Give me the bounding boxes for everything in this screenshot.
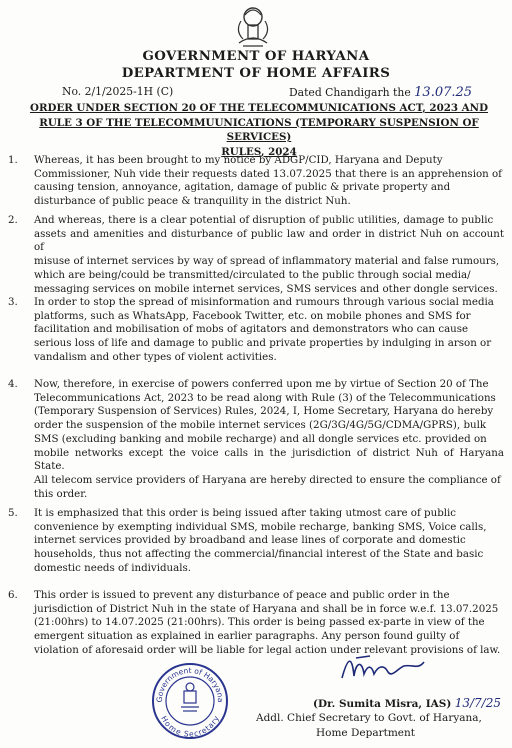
- para-line: this order.: [34, 487, 88, 500]
- para-line: SMS (excluding banking and mobile recharge) and all dongle services etc. provided on: [34, 432, 487, 445]
- title-line-1: ORDER UNDER SECTION 20 OF THE TELECOMMUNICATIONS ACT, 2023 AND: [29, 102, 488, 114]
- paragraph-3: [4, 296, 504, 365]
- para-line: It is emphasized that this order is being issued after taking utmost care of public: [34, 507, 457, 519]
- dated-handwritten: 13.07.25: [414, 85, 473, 100]
- government-heading: GOVERNMENT OF HARYANA: [142, 49, 370, 64]
- department-heading: DEPARTMENT OF HOME AFFAIRS: [121, 66, 391, 81]
- para-line: Commissioner, Nuh vide their requests dated 13.07.2025 that there is an apprehension of: [34, 167, 502, 180]
- para-line: All telecom service providers of Haryana are hereby directed to ensure the compliance of: [34, 473, 501, 486]
- para-line: convenience by exempting individual SMS, mobile recharge, banking SMS, Voice calls,: [34, 520, 487, 533]
- para-line: jurisdiction of District Nuh in the state of Haryana and shall be in force w.e.f. 13.07.2025: [34, 602, 499, 615]
- seal-top-text: Government of Haryana: [154, 665, 226, 703]
- paragraph-6: [4, 589, 504, 658]
- para-line: And whereas, there is a clear potential of disruption of public utilities, damage to public: [34, 214, 494, 226]
- paragraph-number: 1.: [8, 154, 18, 166]
- para-line: (21:00hrs) to 14.07.2025 (21:00hrs). This order is being passed ex-parte in view of the: [34, 616, 485, 629]
- para-line: disturbance of public peace & tranquility in the district Nuh.: [34, 195, 351, 208]
- para-line: Now, therefore, in exercise of powers conferred upon me by virtue of Section 20 of The: [34, 378, 489, 390]
- signatory-department: Home Department: [316, 727, 415, 739]
- para-line: misuse of internet services by way of spread of inflammatory material and false rumours,: [34, 255, 500, 268]
- official-seal-icon: [150, 661, 230, 741]
- state-emblem-icon: [231, 3, 275, 49]
- paragraph-4: [4, 378, 504, 501]
- para-line: households, thus not affecting the commercial/financial interest of the State and basic: [34, 548, 484, 561]
- dated-line: [289, 85, 472, 100]
- paragraph-1: [4, 154, 504, 209]
- paragraph-5: [4, 507, 504, 576]
- para-line: violation of aforesaid order will be liable for legal action under relevant provisions of law.: [34, 643, 501, 656]
- paragraph-number: 5.: [8, 507, 18, 519]
- para-line: This order is issued to prevent any disturbance of peace and public order in the: [34, 589, 450, 601]
- para-line: platforms, such as WhatsApp, Facebook Twitter, etc. on mobile phones and SMS for: [34, 309, 471, 322]
- para-line: Whereas, it has been brought to my notice by ADGP/CID, Haryana and Deputy: [34, 154, 443, 166]
- para-line: facilitation and mobilisation of mobs of agitators and demonstrators who can cause: [34, 323, 469, 336]
- signatory-designation: Addl. Chief Secretary to Govt. of Haryana,: [256, 712, 482, 724]
- para-line: domestic needs of individuals.: [34, 561, 192, 574]
- paragraph-number: 3.: [8, 296, 18, 308]
- svg-text:Government of Haryana: [155, 666, 225, 703]
- para-line: vandalism and other types of violent activities.: [34, 350, 277, 363]
- para-line: mobile networks except the voice calls in the jurisdiction of district Nuh of Haryana State.: [34, 446, 504, 473]
- para-line: Telecommunications Act, 2023 to be read along with Rule (3) of the Telecommunications: [34, 391, 496, 404]
- svg-text:Home Secretary: [159, 714, 221, 739]
- title-line-3: RULES, 2024: [221, 145, 297, 158]
- para-line: order the suspension of the mobile internet services (2G/3G/4G/5G/CDMA/GPRS), bulk: [34, 419, 487, 432]
- paragraph-number: 6.: [8, 589, 18, 601]
- para-line: internet services provided by broadband and lease lines of corporate and domestic: [34, 534, 466, 547]
- para-line: (Temporary Suspension of Services) Rules, 2024, I, Home Secretary, Haryana do hereby: [34, 405, 494, 418]
- para-line: In order to stop the spread of misinformation and rumours through various social media: [34, 296, 494, 308]
- seal-bottom-text: Home Secretary: [159, 714, 221, 739]
- para-line: assets and amenities and disturbance of public law and order in district Nuh on account of: [34, 227, 504, 254]
- para-line: messaging services on mobile internet services, SMS services and other dongle services.: [34, 282, 498, 295]
- paragraph-number: 2.: [8, 214, 18, 226]
- para-line: serious loss of life and damage to public and private properties by indulging in arson or: [34, 337, 492, 350]
- dated-label: Dated Chandigarh the: [289, 86, 411, 99]
- paragraph-2: [4, 214, 504, 296]
- para-line: which are being/could be transmitted/circulated to the public through social media/: [34, 268, 471, 281]
- signature-date: 13/7/25: [454, 696, 501, 710]
- paragraph-number: 4.: [8, 378, 18, 390]
- signatory-line: [313, 696, 501, 710]
- title-line-2: RULE 3 OF THE TELECOMMUUNICATIONS (TEMPORARY SUSPENSION OF SERVICES): [39, 116, 479, 143]
- order-number: No. 2/1/2025-1H (C): [62, 85, 174, 98]
- para-line: emergent situation as explained in earlier paragraphs. Any person found guilty of: [34, 630, 460, 643]
- handwritten-signature: [334, 652, 434, 688]
- para-line: causing tension, annoyance, agitation, damage of public & private property and: [34, 181, 451, 194]
- signatory-name: (Dr. Sumita Misra, IAS): [313, 698, 452, 710]
- order-title: [14, 101, 504, 159]
